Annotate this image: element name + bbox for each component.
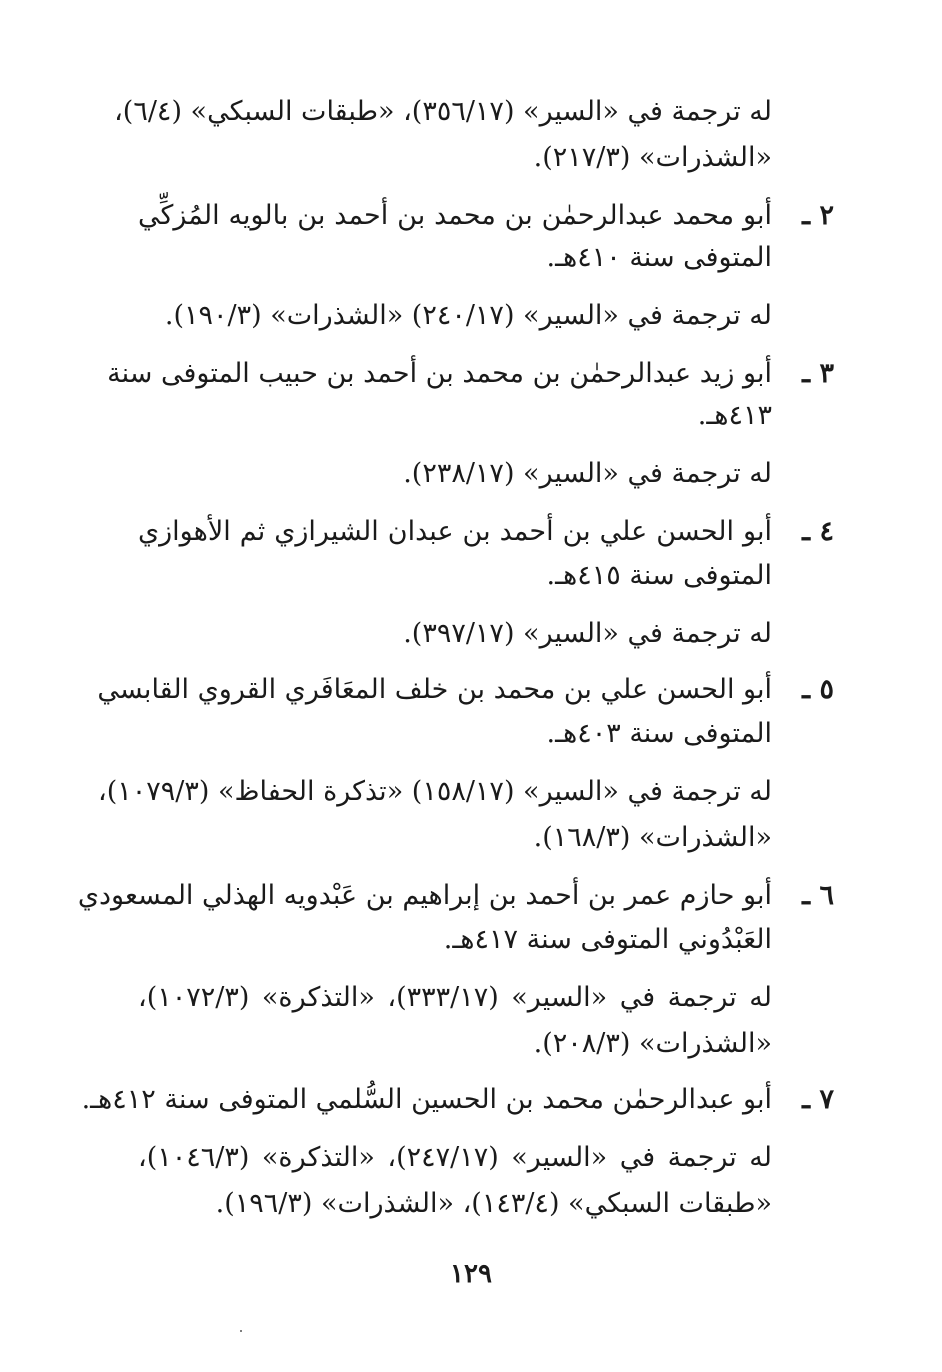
entry-name-line: أبو الحسن علي بن محمد بن خلف المعَافَري القروي القابسي bbox=[97, 674, 772, 705]
refs-line: «الشذرات» (٢٠٨/٣). bbox=[533, 1028, 772, 1059]
refs-line: «طبقات السبكي» (١٤٣/٤)، «الشذرات» (١٩٦/٣). bbox=[215, 1188, 772, 1219]
entry-number: ٥ ـ bbox=[802, 674, 834, 705]
entry-name-line: أبو عبدالرحمٰن محمد بن الحسين السُّلمي المتوفى سنة ٤١٢هـ. bbox=[81, 1084, 772, 1115]
entry-name-line: ٤١٣هـ. bbox=[697, 400, 772, 431]
refs-line: «الشذرات» (١٦٨/٣). bbox=[533, 822, 772, 853]
entry-number: ٦ ـ bbox=[802, 880, 834, 911]
entry-name-line: أبو الحسن علي بن أحمد بن عبدان الشيرازي ثم الأهوازي bbox=[138, 516, 772, 547]
entry-name-line: أبو زيد عبدالرحمٰن بن محمد بن أحمد بن حبيب المتوفى سنة bbox=[107, 358, 772, 389]
entry-number: ٧ ـ bbox=[802, 1084, 834, 1115]
refs-line: له ترجمة في «السير» (١٥٨/١٧) «تذكرة الحفاظ» (١٠٧٩/٣)، bbox=[98, 776, 772, 807]
entry-name-line: أبو حازم عمر بن أحمد بن إبراهيم بن عَبْدويه الهذلي المسعودي bbox=[77, 880, 772, 911]
entry-number: ٣ ـ bbox=[802, 358, 834, 389]
entry-name-line: أبو محمد عبدالرحمٰن بن محمد بن أحمد بن بالويه المُزكِّي bbox=[138, 200, 772, 231]
entry-number: ٤ ـ bbox=[802, 516, 834, 547]
entry-name-line: المتوفى سنة ٤١٥هـ. bbox=[546, 560, 772, 591]
refs-line: «الشذرات» (٢١٧/٣). bbox=[533, 142, 772, 173]
refs-line: له ترجمة في «السير» (٢٤٠/١٧) «الشذرات» (١٩٠/٣). bbox=[164, 300, 772, 331]
refs-line: له ترجمة في «السير» (٢٤٧/١٧)، «التذكرة» (١٠٤٦/٣)، bbox=[138, 1142, 772, 1173]
entry-number: ٢ ـ bbox=[802, 200, 834, 231]
entry-name-line: العَبْدُوني المتوفى سنة ٤١٧هـ. bbox=[443, 924, 772, 955]
entry-name-line: المتوفى سنة ٤٠٣هـ. bbox=[546, 718, 772, 749]
page-number: ١٢٩ bbox=[450, 1259, 492, 1289]
refs-line: له ترجمة في «السير» (٢٣٨/١٧). bbox=[403, 458, 772, 489]
refs-line: له ترجمة في «السير» (٣٣٣/١٧)، «التذكرة» (١٠٧٢/٣)، bbox=[138, 982, 772, 1013]
refs-line: له ترجمة في «السير» (٣٥٦/١٧)، «طبقات السبكي» (٦/٤)، bbox=[114, 96, 772, 127]
scan-speck bbox=[240, 1330, 242, 1332]
refs-line: له ترجمة في «السير» (٣٩٧/١٧). bbox=[403, 618, 772, 649]
entry-name-line: المتوفى سنة ٤١٠هـ. bbox=[546, 242, 772, 273]
